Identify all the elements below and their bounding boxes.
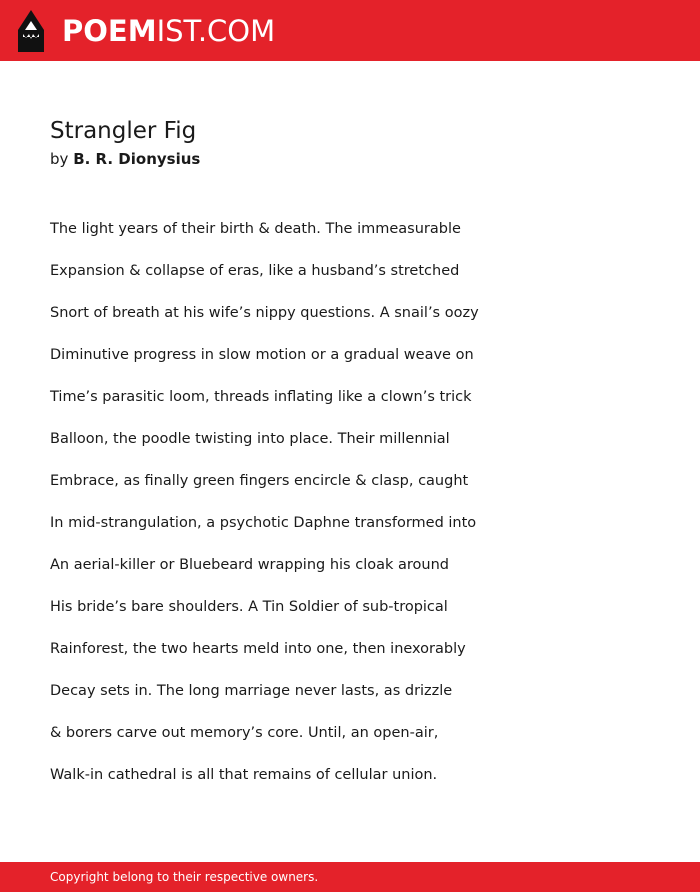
logo-bold-text: POEM <box>62 14 157 48</box>
pencil-icon[interactable] <box>18 10 44 52</box>
byline <box>50 148 200 170</box>
poem-line: Balloon, the poodle twisting into place. Their millennial <box>50 431 450 447</box>
poem-line: In mid-strangulation, a psychotic Daphne transformed into <box>50 515 477 531</box>
logo-light-text: IST.COM <box>156 14 276 48</box>
author-name[interactable]: B. R. Dionysius <box>73 150 201 168</box>
poem-line: Time’s parasitic loom, threads inflating like a clown’s trick <box>50 389 472 405</box>
site-header <box>0 0 700 61</box>
by-label: by <box>50 150 69 168</box>
copyright-notice: Copyright belong to their respective owners. <box>50 870 319 884</box>
poem-line: Decay sets in. The long marriage never lasts, as drizzle <box>50 683 453 699</box>
poem-line: & borers carve out memory’s core. Until, an open-air, <box>50 725 439 741</box>
poem-line: Snort of breath at his wife’s nippy questions. A snail’s oozy <box>50 305 479 321</box>
poem-title: Strangler Fig <box>50 118 197 144</box>
poem-line: Expansion & collapse of eras, like a husband’s stretched <box>50 263 460 279</box>
poem-line: Walk-in cathedral is all that remains of cellular union. <box>50 767 438 783</box>
poem-line: An aerial-killer or Bluebeard wrapping his cloak around <box>50 557 449 573</box>
poem-line: Rainforest, the two hearts meld into one, then inexorably <box>50 641 466 657</box>
poem-line: The light years of their birth & death. The immeasurable <box>50 221 461 237</box>
poem-line: Embrace, as finally green fingers encircle & clasp, caught <box>50 473 469 489</box>
poem-line: His bride’s bare shoulders. A Tin Soldier of sub-tropical <box>50 599 448 615</box>
poem-line: Diminutive progress in slow motion or a gradual weave on <box>50 347 474 363</box>
poem-body <box>50 218 479 806</box>
site-footer <box>0 862 700 892</box>
site-logo[interactable] <box>62 12 275 50</box>
